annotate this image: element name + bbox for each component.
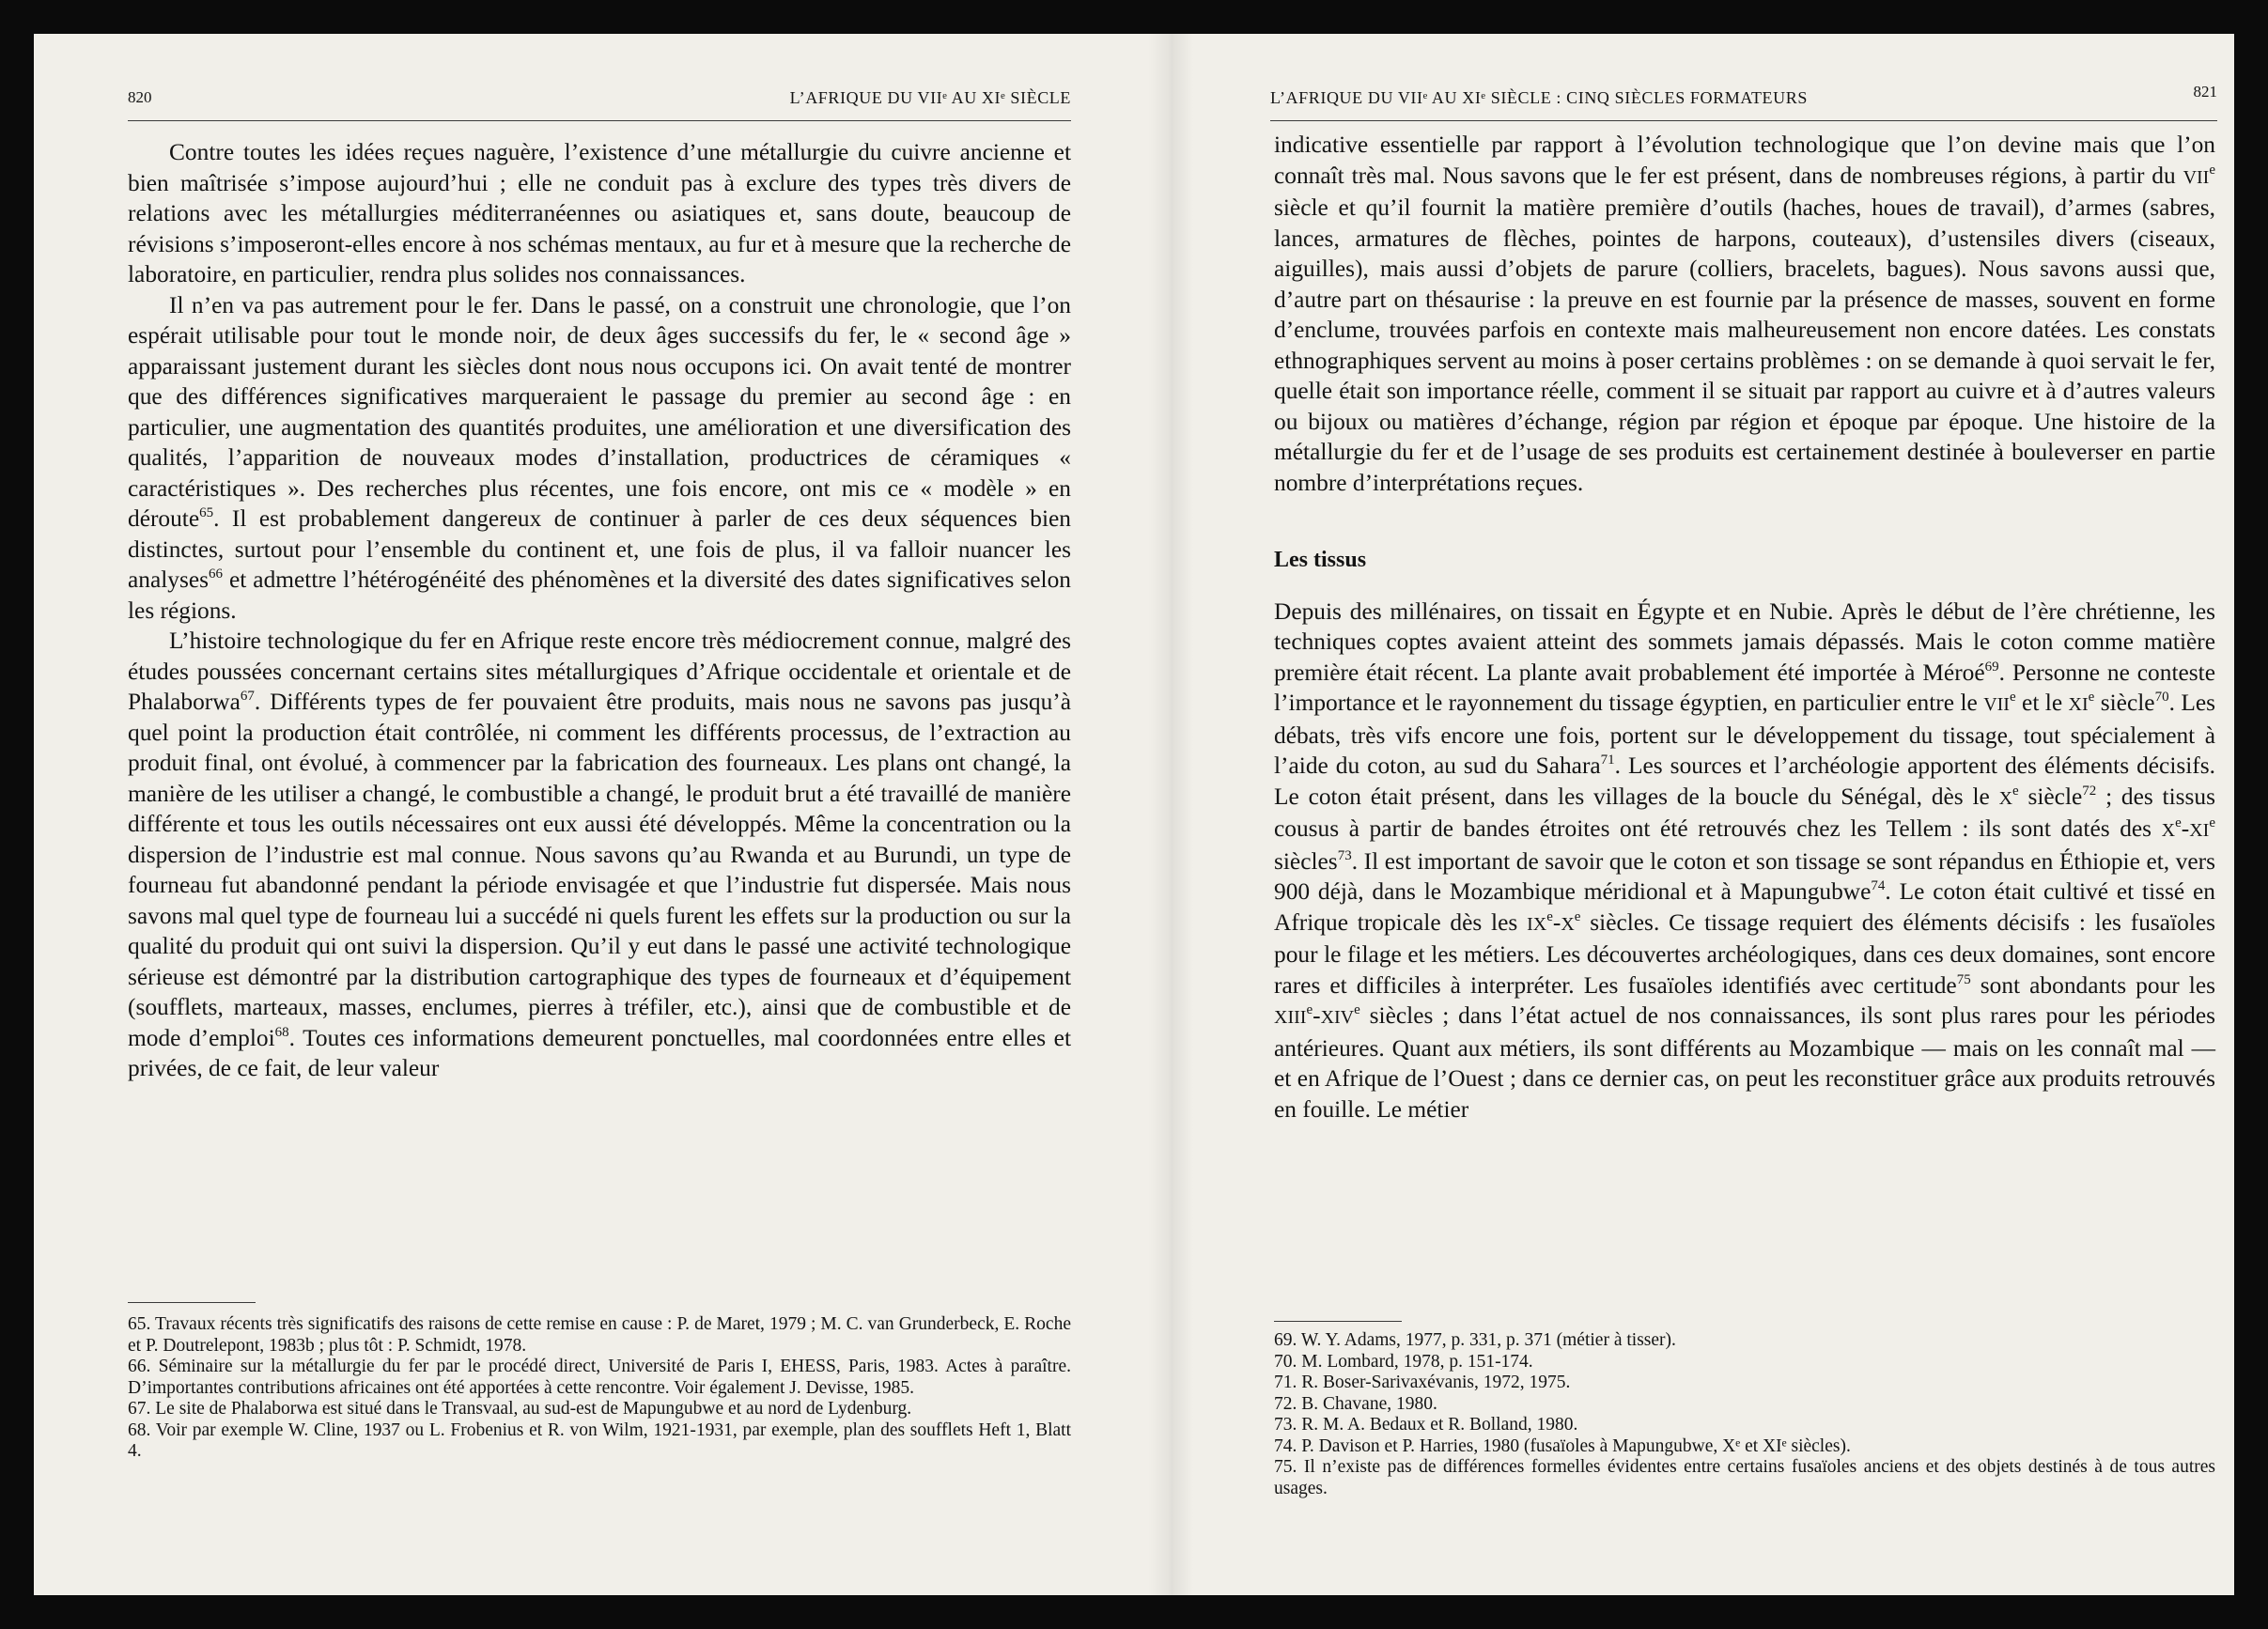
footnote-separator <box>128 1302 256 1303</box>
roman-numeral: XIII <box>1274 1007 1307 1028</box>
ordinal-suffix: e <box>1354 1002 1360 1017</box>
footnote: 65. Travaux récents très significatifs des raisons de cette remise en cause : P. de Maret, 1979 ; M. C. van Grunderbeck, E. Roche et P. Doutrelepont, 1983b ; plus tôt : P. Schmidt, 1978. <box>128 1314 1071 1356</box>
paragraph: Contre toutes les idées reçues naguère, l’existence d’une métallurgie du cuivre ancienne et bien maîtrisée s’impose aujourd’hui ; elle ne conduit pas à exclure des types très divers de relations avec les métallurgies méditerranéennes ou asiatiques et, sans doute, beaucoup de révisions s’imposeront-elles encore à nos schémas mentaux, au fur et à mesure que la recherche de laboratoire, en particulier, rendra plus solides nos connaissances. <box>128 139 1071 287</box>
footnote: 70. M. Lombard, 1978, p. 151-174. <box>1274 1351 1533 1372</box>
right-page <box>1180 34 2234 1595</box>
text-run: sont abondants pour les <box>1970 971 2215 999</box>
footnote-ref: 67 <box>240 689 255 704</box>
right-body-text <box>1274 130 2215 1125</box>
ordinal-suffix: e <box>1306 1002 1313 1017</box>
text-run: . Il est probablement dangereux de continuer à parler de ces deux séquences bien distinctes, surtout pour l’ensemble du continent et, une fois de plus, il va falloir nuancer les analyses <box>128 505 1071 593</box>
left-running-head-title: L’AFRIQUE DU VIIᵉ AU XIᵉ SIÈCLE <box>789 88 1071 107</box>
ordinal-suffix: e <box>2209 815 2215 830</box>
left-running-head <box>128 83 1071 121</box>
roman-numeral: VII <box>2183 166 2210 188</box>
text-run: - <box>2181 815 2190 842</box>
right-running-head <box>1270 83 2217 121</box>
text-run: siècle et qu’il fournit la matière première d’outils (haches, houes de travail), d’armes (sabres, lances, armatures de flèches, pointes de harpons, couteaux), d’ustensiles divers (ciseaux, aiguilles), mais aussi d’objets de parure (colliers, bracelets, bagues). Nous savons aussi que, d’autre part on thésaurise : la preuve en est fournie par la présence de masses, souvent en forme d’enclume, trouvées parfois en contexte mais malheureusement non encore datées. Les constats ethnographiques servent au moins à poser certains problèmes : on se demande à quoi servait le fer, quelle était son importance réelle, comment il se situait par rapport au cuivre et à d’autres valeurs ou bijoux ou matières d’échange, région par région et époque par époque. Une histoire de la métallurgie du fer et de l’usage de ses produits est certainement destinée à bouleverser en partie nombre d’interprétations reçues. <box>1274 194 2215 496</box>
left-body-text <box>128 137 1071 1084</box>
left-page <box>34 34 1161 1595</box>
text-run: . Le coton était cultivé et tissé en Afrique tropicale dès les <box>1274 878 2215 936</box>
footnote: 72. B. Chavane, 1980. <box>1274 1393 1437 1414</box>
text-run: . Personne ne conteste l’importance et le rayonnement du tissage égyptien, en particulier entre le <box>1274 659 2215 716</box>
text-run: siècles <box>1274 847 1338 875</box>
text-run: siècle <box>2018 783 2083 810</box>
ordinal-suffix: e <box>2088 690 2095 705</box>
roman-numeral: X <box>1561 913 1575 935</box>
text-run: L’histoire technologique du fer en Afrique reste encore très médiocrement connue, malgré des études poussées concernant certains sites métallurgiques d’Afrique occidentale et orientale et de Phalaborwa <box>128 628 1071 715</box>
text-run: . Les sources et l’archéologie apportent des éléments décisifs. Le coton était présent, dans les villages de la boucle du Sénégal, dès le <box>1274 752 2215 810</box>
footnote-ref: 74 <box>1871 878 1886 893</box>
text-run: . Différents types de fer pouvaient être produits, mais nous ne savons pas jusqu’à quel point la production était contrôlée, ni comment les différents processus, de l’extraction au produit final, ont évolué, à commencer par la fabrication des fourneaux. Les plans ont changé, la manière de les utiliser a changé, le combustible a changé, le produit brut a été travaillé de manière différente et tous les outils nécessaires ont eux aussi été développés. Même la concentration ou la dispersion de l’industrie est mal connue. Nous savons qu’au Rwanda et au Burundi, un type de fourneau fut abandonné pendant la période envisagée et que l’industrie fut dispersée. Mais nous savons mal quel type de fourneau lui a succédé ni quels furent les effets sur la production ou sur la qualité du produit qui ont suivi la dispersion. Qu’il y eut dans le passé une activité technologique sérieuse est démontré par la distribution cartographique des types de fourneaux et d’équipement (soufflets, marteaux, masses, enclumes, pierres à tréfiler, etc.), ainsi que de combustible et de mode d’emploi <box>128 689 1071 1051</box>
footnote-ref: 68 <box>274 1024 289 1040</box>
right-footnotes <box>1274 1330 2215 1499</box>
footnote-ref: 73 <box>1337 847 1352 863</box>
footnote: 75. Il n’existe pas de différences formelles évidentes entre certains fusaïoles anciens et des objets destinés à de tous autres usages. <box>1274 1457 2215 1498</box>
roman-numeral: X <box>1998 787 2013 809</box>
paragraph <box>1274 130 2215 498</box>
footnote-ref: 65 <box>199 505 214 520</box>
text-run: et admettre l’hétérogénéité des phénomènes et la diversité des dates significatives selon les régions. <box>128 566 1071 624</box>
roman-numeral: X <box>2161 820 2176 841</box>
footnote-ref: 66 <box>209 566 224 582</box>
text-run: . Il est important de savoir que le coton et son tissage se sont répandus en Éthiopie et, vers 900 déjà, dans le Mozambique méridional et à Mapungubwe <box>1274 847 2215 905</box>
text-run: siècle <box>2094 690 2155 716</box>
book-spread <box>34 34 2234 1595</box>
ordinal-suffix: e <box>1546 908 1553 924</box>
right-running-head-title: L’AFRIQUE DU VIIᵉ AU XIᵉ SIÈCLE : CINQ SIÈCLES FORMATEURS <box>1270 88 1808 107</box>
text-run: . Toutes ces informations demeurent ponctuelles, mal coordonnées entre elles et privées, de ce fait, de leur valeur <box>128 1024 1071 1081</box>
text-run: indicative essentielle par rapport à l’évolution technologique que l’on devine mais que l’on connaît très mal. Nous savons que le fer est présent, dans de nombreuses régions, à partir du <box>1274 132 2215 189</box>
roman-numeral: IX <box>1527 913 1547 935</box>
footnote: 66. Séminaire sur la métallurgie du fer par le procédé direct, Université de Paris I, EHESS, Paris, 1983. Actes à paraître. D’importantes contributions africaines ont été apportées à cette rencontre. Voir également J. Devisse, 1985. <box>128 1357 1071 1398</box>
text-run: ; des tissus cousus à partir de bandes étroites ont été retrouvés chez les Tellem : ils sont datés des <box>1274 783 2215 842</box>
ordinal-suffix: e <box>1574 908 1581 924</box>
text-run: . Les débats, très vifs encore une fois, portent sur le développement du tissage, tout spécialement à l’aide du coton, au sud du Sahara <box>1274 690 2215 779</box>
footnote-ref: 69 <box>1984 659 1999 675</box>
section-heading: Les tissus <box>1274 548 1367 572</box>
footnote-ref: 72 <box>2082 783 2097 799</box>
right-page-number: 821 <box>2193 83 2217 101</box>
roman-numeral: XI <box>2068 694 2089 715</box>
footnote-ref: 71 <box>1600 752 1615 768</box>
roman-numeral: XIV <box>1320 1007 1355 1028</box>
text-run: - <box>1552 908 1561 936</box>
text-run: et le <box>2015 690 2069 716</box>
roman-numeral: VII <box>1983 694 2010 715</box>
ordinal-suffix: e <box>2175 815 2182 830</box>
roman-numeral: XI <box>2189 820 2210 841</box>
footnote: 67. Le site de Phalaborwa est situé dans le Transvaal, au sud-est de Mapungubwe et au nord de Lydenburg. <box>128 1399 912 1419</box>
left-footnotes <box>128 1314 1071 1463</box>
ordinal-suffix: e <box>2012 783 2019 799</box>
text-run: siècles. Ce tissage requiert des éléments décisifs : les fusaïoles pour le filage et les métiers. Les découvertes archéologiques, dans ces deux domaines, sont encore rares et difficiles à interpréter. Les fusaïoles identifiés avec certitude <box>1274 908 2215 999</box>
text-run: siècles ; dans l’état actuel de nos connaissances, ils sont plus rares pour les périodes antérieures. Quant aux métiers, ils sont différents au Mozambique — mais on les connaît mal — et en Afrique de l’Ouest ; dans ce dernier cas, on peut les reconstituer grâce aux produits retrouvés en fouille. Le métier <box>1274 1002 2215 1123</box>
text-run: - <box>1313 1002 1321 1029</box>
text-run: Depuis des millénaires, on tissait en Égypte et en Nubie. Après le début de l’ère chrétienne, les techniques coptes avaient atteint des sommets jamais dépassés. Mais le coton comme matière première était récent. La plante avait probablement été importée à Méroé <box>1274 597 2215 686</box>
footnote-ref: 70 <box>2154 690 2169 705</box>
footnote: 73. R. M. A. Bedaux et R. Bolland, 1980. <box>1274 1415 1578 1435</box>
paragraph <box>128 626 1071 1084</box>
footnote: 68. Voir par exemple W. Cline, 1937 ou L. Frobenius et R. von Wilm, 1921-1931, par exemple, plan des soufflets Heft 1, Blatt 4. <box>128 1420 1071 1461</box>
text-run: Il n’en va pas autrement pour le fer. Dans le passé, on a construit une chronologie, que l’on espérait utilisable pour tout le monde noir, de deux âges successifs du fer, le « second âge » apparaissant justement durant les siècles dont nous nous occupons ici. On avait tenté de montrer que des différences significatives marqueraient le passage du premier au second âge : en particulier, une augmentation des quantités produites, une amélioration et une diversification des qualités, l’apparition de nouveaux modes d’installation, productrices de céramiques « caractéristiques ». Des recherches plus récentes, une fois encore, ont mis ce « modèle » en déroute <box>128 291 1071 532</box>
ordinal-suffix: e <box>2209 162 2215 178</box>
ordinal-suffix: e <box>2009 690 2016 705</box>
footnote: 71. R. Boser-Sarivaxévanis, 1972, 1975. <box>1274 1373 1571 1392</box>
paragraph <box>1274 597 2215 1125</box>
footnote-separator <box>1274 1321 1402 1322</box>
left-page-number: 820 <box>128 88 152 106</box>
footnote-ref: 75 <box>1956 971 1971 987</box>
paragraph <box>128 290 1071 627</box>
footnote: 74. P. Davison et P. Harries, 1980 (fusaïoles à Mapungubwe, Xᵉ et XIᵉ siècles). <box>1274 1435 1851 1456</box>
footnote: 69. W. Y. Adams, 1977, p. 331, p. 371 (métier à tisser). <box>1274 1330 1676 1350</box>
